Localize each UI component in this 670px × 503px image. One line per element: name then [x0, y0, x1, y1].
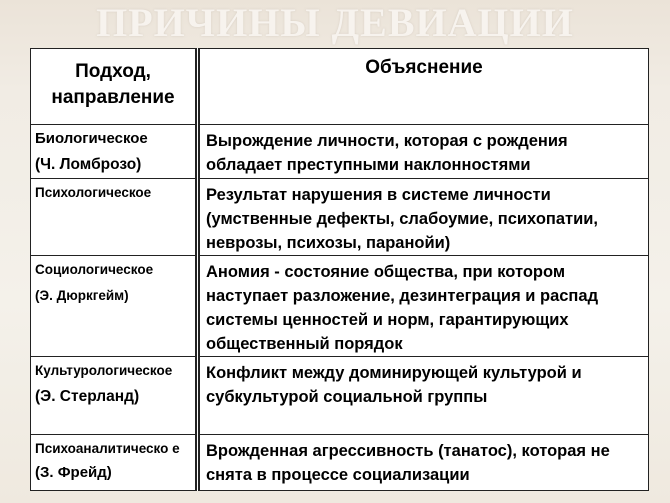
approach-cell	[31, 125, 198, 179]
explanation-cell: Результат нарушения в системе личности (умственные дефекты, слабоумие, психопатии, неврозы, психозы, паранойи)	[198, 179, 649, 256]
approach-author: (Э. Стерланд)	[35, 388, 140, 405]
table-row	[31, 435, 649, 491]
header-explanation: Объяснение	[198, 49, 649, 125]
explanation-cell: Вырождение личности, которая с рождения обладает преступными наклонностями	[198, 125, 649, 179]
header-approach: Подход, направление	[31, 49, 198, 125]
approach-name: Биологическое	[35, 130, 148, 147]
approach-cell	[31, 179, 198, 256]
approach-cell	[31, 256, 198, 357]
approach-name: Культурологическое	[35, 363, 173, 378]
page-title: ПРИЧИНЫ ДЕВИАЦИИ	[96, 0, 574, 45]
approach-author: (Э. Дюркгейм)	[35, 288, 129, 303]
approach-author: (Ч. Ломброзо)	[35, 156, 142, 173]
approach-name: Психоаналитическо е	[35, 441, 180, 456]
table-row	[31, 357, 649, 435]
table-row	[31, 125, 649, 179]
table-row	[31, 256, 649, 357]
approach-cell	[31, 357, 198, 435]
table-header-row	[31, 49, 649, 125]
approach-name: Социологическое	[35, 262, 154, 277]
explanation-cell: Аномия - состояние общества, при котором наступает разложение, дезинтеграция и распад системы ценностей и норм, гарантирующих общественный порядок	[198, 256, 649, 357]
approach-author: (З. Фрейд)	[35, 464, 112, 481]
table-row	[31, 179, 649, 256]
deviation-causes-table	[30, 48, 649, 491]
approach-cell	[31, 435, 198, 491]
explanation-cell: Конфликт между доминирующей культурой и субкультурой социальной группы	[198, 357, 649, 435]
explanation-cell: Врожденная агрессивность (танатос), которая не снята в процессе социализации	[198, 435, 649, 491]
approach-name: Психологическое	[35, 185, 152, 200]
